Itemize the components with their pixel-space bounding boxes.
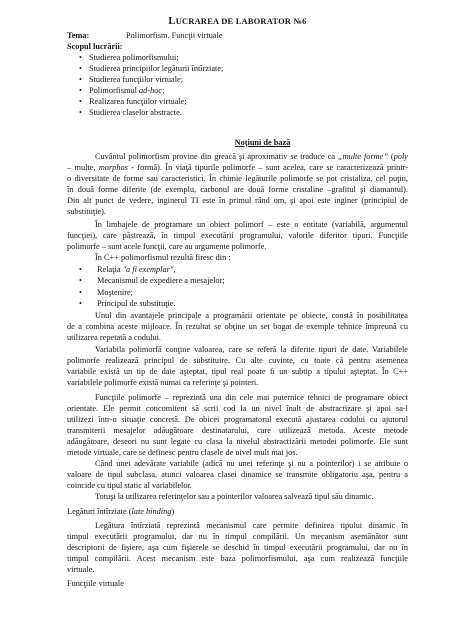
cpp-feature-item (67, 287, 408, 298)
section-heading-virtual-functions: Funcţiile virtuale (67, 578, 124, 588)
lab-title: LUCRAREA DE LABORATOR №6 (168, 16, 307, 27)
italic-text: ad-hoc (139, 86, 163, 95)
text-line: variabilele polimorfe există numai ca referinţe şi pointeri. (67, 377, 259, 387)
objectives-item-text: Studierea polimorfismului; (89, 53, 179, 62)
objectives-item (67, 85, 408, 96)
text-line: valoare de tipul subclasa, atunci valoarea clasei dinamice se transmite obligatoriu aşa, pentru a (67, 469, 408, 479)
text-line: În limbajele de programare un obiect polimorf – este o entitate (variabilă, argumentul (95, 220, 408, 229)
text-line: Când unei adevărate variabile (adică nu unei referinţe şi nu a pointerilor) i se atribuie o (95, 458, 408, 468)
italic-text: morphos (98, 163, 128, 172)
bullet-icon: • (79, 265, 82, 274)
text-line: utilizarea repetată a codului. (67, 332, 161, 342)
cpp-feature-text: Moştenire; (97, 287, 133, 297)
bullet-icon: • (79, 298, 82, 308)
text-line (67, 151, 408, 162)
paragraph (67, 392, 408, 458)
bullet-icon: • (79, 108, 82, 117)
text-segment: Legături întîrziate ( (67, 506, 132, 516)
text-segment: Cuvântul polimorfism provine din greacă şi aproximativ se traduce ca (95, 152, 338, 161)
objectives-item-text: Studierea principiilor legăturii întîrziate; (89, 64, 224, 73)
objectives-item-text: Polimorfismul (89, 86, 140, 95)
text-line: transmiterii mesajelor adăugătoare destinatarului, care utilizează metoda. Aceste metode (67, 425, 408, 435)
tema-row (67, 30, 408, 41)
text-line: Totuşi la utilizarea referinţelor sau a pointerilor valoarea salvează tipul său dinamic. (95, 491, 374, 501)
text-line: o diversitate de forme sau caracteristici. În chimie legăturile polimorfe se pot cristaliza, cel puţin, (67, 174, 408, 183)
paragraph (67, 310, 408, 343)
italic-text: late binding (131, 506, 172, 516)
objectives-item-text: ; (162, 86, 165, 95)
text-line: Unul din avantajele principale a programării orientate pe obiecte, constă în posibilitatea (95, 310, 408, 320)
text-line: timpul executării programului, dar nu în timpul compilării. Un mecanism asemănător sunt (67, 531, 408, 541)
section-heading-late-binding (67, 506, 408, 517)
section-heading-notiuni: Noţiuni de bază (234, 138, 291, 147)
text-line: variabile există un tip de date aşteptat, tipul real poate fi un subtip a tipului aşteptat. În C++ (67, 366, 408, 376)
paragraph (67, 520, 408, 575)
text-line: utilizezi într-o situaţie concretă. De obicei programatorul execută ajustarea codului cu ajutorul (67, 414, 408, 424)
bullet-icon: • (79, 75, 82, 84)
paragraph (67, 458, 408, 502)
bullet-icon: • (79, 97, 82, 106)
text-line: de a combina aceste mijloace. În rezultat se obţine un set bogat de exemple tehnice împreună cu (67, 321, 408, 331)
cpp-feature-text: Relaţia (97, 265, 123, 274)
text-line: Din alt punct de vedere, inginerul TI este în primul rând om, şi apoi este inginer (principiul de (67, 196, 408, 205)
text-line: în două forme diferite (de exemplu, carbonul are două forme cristaline –grafitul şi diamantul). (67, 185, 408, 194)
text-line: virtuale. (67, 564, 95, 574)
text-line (67, 162, 408, 173)
text-line: polimorfe realizează principul de substituire. Cu alte cuvinte, cu toate că pentru asemenea (67, 355, 408, 365)
cpp-feature-item (67, 275, 408, 286)
paragraph (67, 219, 408, 263)
objectives-item-text: Realizarea funcţiilor virtuale; (89, 97, 187, 106)
text-line: coincide cu tipul static al variabilelor. (67, 480, 192, 490)
objectives-item (67, 52, 408, 63)
text-line: Legătura întîrziată reprezintă mecanismul care permite definirea tipului dinamic în (95, 520, 408, 530)
text-line: Funcţiile polimorfe – reprezintă una din cele mai puternice tehnici de programare obiect (95, 392, 408, 402)
objectives-item (67, 74, 408, 85)
text-line: polimorfe – sunt acele funcţii, care au argumente polimorfe. (67, 242, 267, 251)
text-line: metode virtuale, care se definesc pentru clasele de nivel mult mai jos. (67, 447, 298, 457)
cpp-features-list (67, 264, 408, 309)
bullet-icon: • (79, 64, 82, 73)
tema-value: Polimorfism. Funcţii virtuale (126, 31, 223, 40)
paragraph (67, 151, 408, 217)
objectives-item (67, 63, 408, 74)
objectives-item (67, 96, 408, 107)
text-segment: ( (387, 152, 394, 161)
text-segment: - formă). În viaţă tipurile polimorfe – sunt acelea, care se caracterizează printr- (127, 163, 408, 172)
italic-text: „multe forme” (337, 152, 388, 161)
objectives-item-text: Studierea claselor abstracte. (89, 108, 182, 117)
bullet-icon: • (79, 276, 82, 286)
text-line: orientate. Ele permit concomitent să scrii cod la un nivel înalt de abstractizare şi apoi sa-l (67, 403, 408, 413)
objectives-item-text: Studierea funcţiilor virtuale; (89, 75, 184, 84)
paragraph (67, 344, 408, 388)
text-segment: – multe, (67, 163, 99, 172)
italic-text: poly (393, 152, 408, 161)
bullet-icon: • (79, 53, 82, 62)
cpp-intro-line: În C++ polimorfismul rezultă firesc din : (95, 253, 231, 262)
objectives-label: Scopul lucrării: (67, 42, 123, 51)
text-line: funcţiei), care păstrează, în timpul executării programului, valorile diferitor tipuri. Funcţiile (67, 231, 408, 240)
text-segment: ) (171, 506, 175, 516)
text-line: Variabila polimorfă conţine valoarea, care se referă la diferite tipuri de date. Variabilele (95, 344, 408, 354)
bullet-icon: • (79, 287, 82, 297)
cpp-feature-text: Principul de substituţie. (97, 298, 176, 308)
tema-label: Tema: (67, 31, 90, 40)
cpp-feature-text: Mecanismul de expediere a mesajelor; (97, 276, 225, 286)
objectives-list (67, 52, 408, 118)
text-line: descriptorii de fişiere, aşa cum fişierele se deschid în timpul executării programului, dar nu în (67, 542, 408, 552)
text-line: adăugătoare, deseori nu sunt legate cu clasa la nivelul abstractizării metodei polimorfe. Ele sunt (67, 436, 408, 446)
bullet-icon: • (79, 86, 82, 95)
objectives-item (67, 107, 408, 118)
cpp-feature-item (67, 264, 408, 275)
cpp-feature-item (67, 298, 408, 309)
text-line: substituţie). (67, 207, 106, 216)
text-line: timpul compilării. Acest mecanism este baza polimorfismului, aşa cum realizează funcţiile (67, 553, 408, 563)
cpp-feature-text: , (173, 265, 176, 274)
italic-text: "a fi exemplar" (122, 265, 174, 274)
